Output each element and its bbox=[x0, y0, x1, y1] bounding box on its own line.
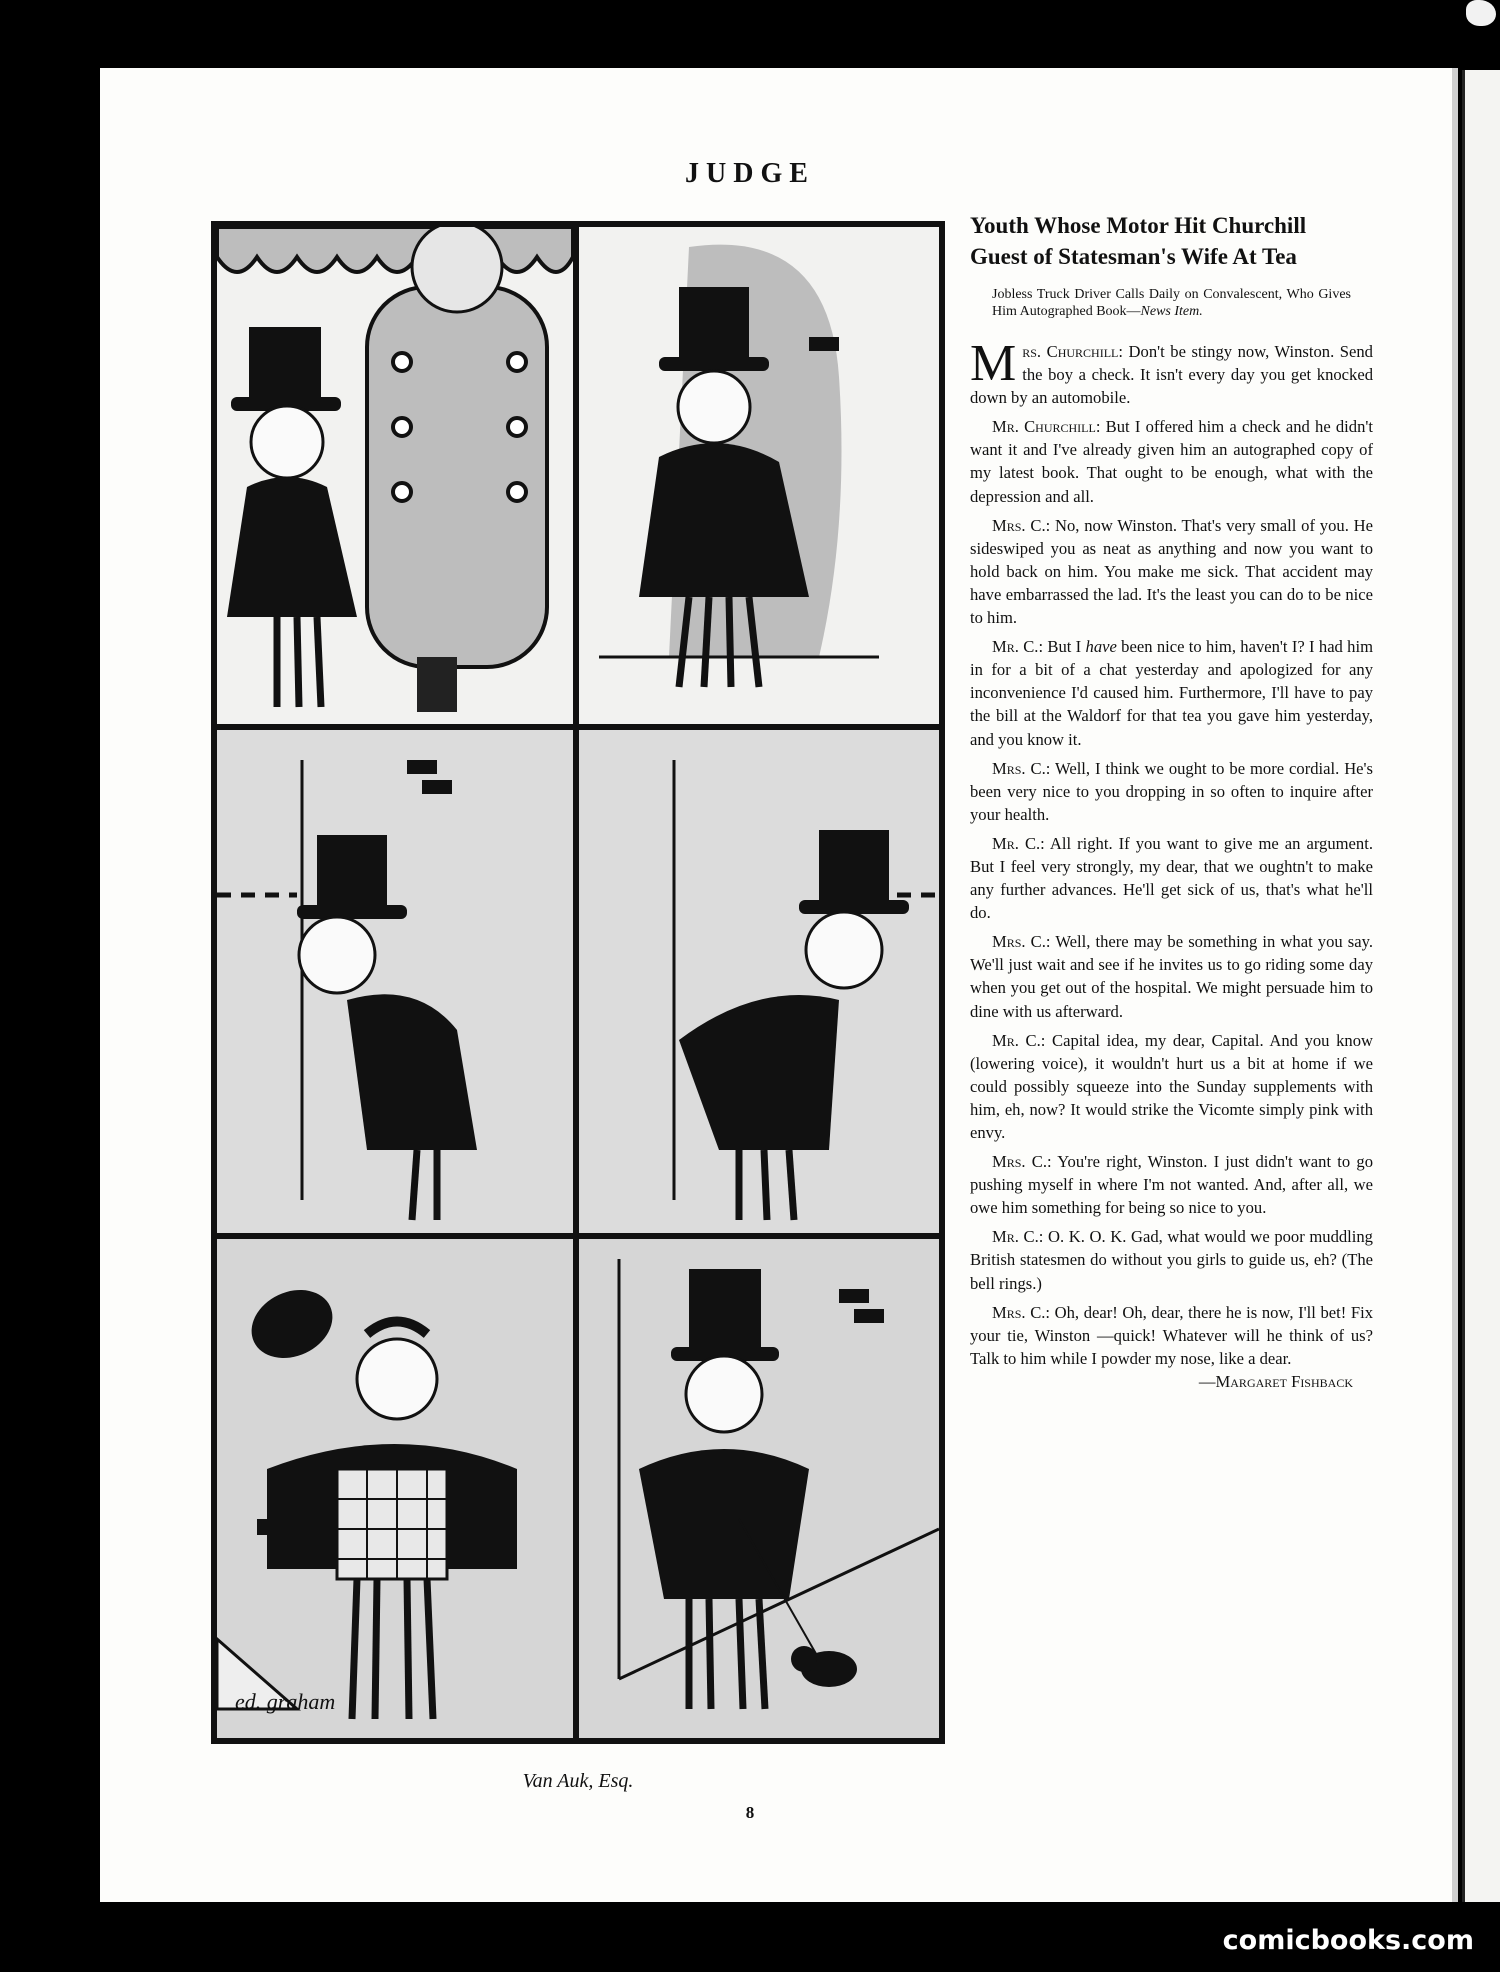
paragraph-10: Mr. C.: O. K. O. K. Gad, what would we poor muddling British statesmen do without you girls to guide us, eh? (The bell rings.) bbox=[970, 1227, 1373, 1293]
paragraph-2: Mr. Churchill: But I offered him a check and he didn't want it and I've already given him an autographed copy of my latest book. That ought to be enough, what with the depression and all. bbox=[970, 417, 1373, 506]
speaker: Mrs. C.: bbox=[992, 515, 1051, 535]
comic-panel-3 bbox=[217, 730, 573, 1233]
paragraph-9: Mrs. C.: You're right, Winston. I just didn't want to go pushing myself in where I'm not wanted. And, after all, we owe him something for being so nice to you. bbox=[970, 1152, 1373, 1218]
paragraph-4: Mr. C.: But I have been nice to him, haven't I? I had him in for a bit of a chat yesterday and apologized for any inconvenience I'd caused him. Furthermore, I'll have to pay the bill at the Waldorf for that tea you gave him yesterday, and you know it. bbox=[970, 637, 1373, 749]
article-body bbox=[970, 335, 1374, 1391]
comic-caption: Van Auk, Esq. bbox=[522, 1770, 634, 1792]
byline: —Margaret Fishback bbox=[1198, 1371, 1353, 1391]
paragraph-7: Mrs. C.: Well, there may be something in what you say. We'll just wait and see if he invites us to go riding some day when you get out of the hospital. We might persuade him to dine with us afterward. bbox=[970, 932, 1373, 1021]
speaker: Mrs. C.: bbox=[992, 1152, 1052, 1172]
paragraph-8: Mr. C.: Capital idea, my dear, Capital. And you know (lowering voice), it wouldn't hurt us a bit at home if we could possibly squeeze into the Sunday supplements with him, eh, now? It would strike the Vicomte simply pink with envy. bbox=[970, 1030, 1374, 1142]
comic-panel-1 bbox=[217, 227, 573, 724]
article bbox=[970, 210, 1373, 1393]
watermark: comicbooks.com bbox=[1222, 1925, 1474, 1956]
drop-cap: M bbox=[970, 335, 1017, 392]
speaker: Mr. C.: bbox=[992, 1030, 1046, 1050]
headline-line-1: Youth Whose Motor Hit Churchill bbox=[970, 213, 1307, 238]
comic-panel-5 bbox=[217, 1239, 573, 1738]
comic-panel-2 bbox=[579, 227, 939, 724]
speaker: Mrs. C.: bbox=[992, 758, 1051, 778]
paragraph-1: Mrs. Churchill: Don't be stingy now, Winston. Send the boy a check. It isn't every day you get knocked down by an automobile. bbox=[970, 335, 1373, 408]
facing-page-edge bbox=[1462, 70, 1500, 1902]
paragraph-5: Mrs. C.: Well, I think we ought to be more cordial. He's been very nice to you dropping in so often to inquire after your health. bbox=[970, 758, 1373, 824]
panel-1-art bbox=[217, 227, 573, 724]
speaker: Mr. Churchill: bbox=[992, 417, 1101, 437]
panel-5-art bbox=[217, 1239, 573, 1738]
page-number: 8 bbox=[745, 1803, 755, 1822]
panel-2-art bbox=[579, 227, 939, 724]
speaker: Mr. C.: bbox=[992, 637, 1044, 657]
comic-panel-6 bbox=[579, 1239, 939, 1738]
article-headline bbox=[970, 210, 1373, 272]
paragraph-3: Mrs. C.: No, now Winston. That's very small of you. He sideswiped you as neat as anything and now you want to hold back on him. You make me sick. That accident may have embarrassed the lad. It's the least you can do to be nice to him. bbox=[970, 515, 1373, 628]
panel-4-art bbox=[579, 730, 939, 1233]
speaker: Mrs. C.: bbox=[992, 1302, 1051, 1322]
paragraph-6: Mr. C.: All right. If you want to give me an argument. But I feel very strongly, my dear, that we oughtn't to make any further advances. He'll get sick of us, that's what he'll do. bbox=[970, 833, 1373, 923]
speaker: Mrs. C.: bbox=[992, 932, 1051, 952]
artist-signature: ed. graham bbox=[235, 1689, 336, 1714]
speaker: Mr. C.: bbox=[992, 833, 1045, 853]
article-subhead bbox=[992, 286, 1351, 320]
subhead-source: News Item. bbox=[1140, 304, 1203, 319]
speaker: rs. Churchill: bbox=[1022, 342, 1123, 361]
comic-panel-4 bbox=[579, 730, 939, 1233]
panel-3-art bbox=[217, 730, 573, 1233]
comic-strip bbox=[211, 221, 945, 1744]
corner-mark bbox=[1466, 0, 1496, 26]
headline-line-2: Guest of Statesman's Wife At Tea bbox=[970, 244, 1297, 269]
subhead-text: Jobless Truck Driver Calls Daily on Convalescent, Who Gives Him Autographed Book— bbox=[992, 287, 1351, 319]
masthead: JUDGE bbox=[685, 158, 815, 189]
speaker: Mr. C.: bbox=[992, 1227, 1044, 1247]
panel-6-art bbox=[579, 1239, 939, 1738]
paragraph-11: Mrs. C.: Oh, dear! Oh, dear, there he is now, I'll bet! Fix your tie, Winston —quick! Whatever will he think of us? Talk to him while I powder my nose, like a dear. —Margaret Fishback bbox=[970, 1301, 1373, 1370]
